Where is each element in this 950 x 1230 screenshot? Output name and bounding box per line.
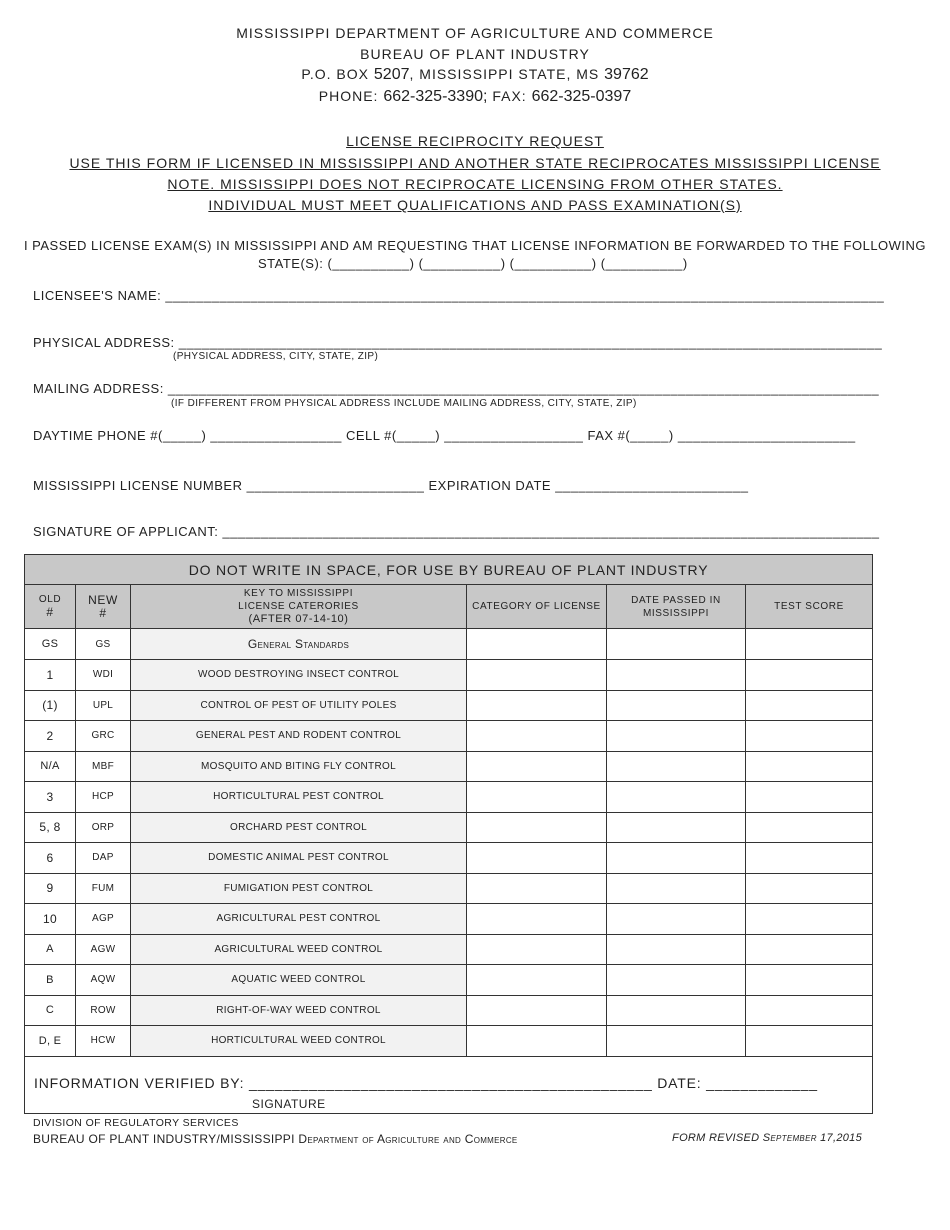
score-cell xyxy=(746,751,873,782)
category-name: FUMIGATION PEST CONTROL xyxy=(131,873,467,904)
table-row xyxy=(25,690,873,721)
licensee-name-field[interactable]: LICENSEE'S NAME: _____________________________________________________________________________________________ xyxy=(33,288,885,303)
old-code: A xyxy=(25,934,76,965)
old-code: D, E xyxy=(25,1026,76,1057)
score-cell xyxy=(746,843,873,874)
contact-line xyxy=(0,88,950,106)
new-code: HCW xyxy=(76,1026,131,1057)
table-row xyxy=(25,782,873,813)
form-revised-date: FORM REVISED September 17,2015 xyxy=(672,1132,862,1144)
physical-address-field[interactable]: PHYSICAL ADDRESS: ___________________________________________________________________________________________ xyxy=(33,335,883,350)
old-code: 1 xyxy=(25,660,76,691)
new-code: ROW xyxy=(76,995,131,1026)
category-cell xyxy=(467,721,607,752)
new-code: MBF xyxy=(76,751,131,782)
col-old-header: OLD # xyxy=(25,585,76,629)
category-cell xyxy=(467,782,607,813)
fax-label: FAX: xyxy=(492,88,527,104)
table-row xyxy=(25,965,873,996)
score-cell xyxy=(746,721,873,752)
phone-fields[interactable]: DAYTIME PHONE #(_____) _________________ CELL #(_____) __________________ FAX #(_____) _______________________ xyxy=(33,428,856,443)
old-code: 5, 8 xyxy=(25,812,76,843)
category-cell xyxy=(467,690,607,721)
new-code: WDI xyxy=(76,660,131,691)
category-name: WOOD DESTROYING INSECT CONTROL xyxy=(131,660,467,691)
category-cell xyxy=(467,995,607,1026)
city-state: , MISSISSIPPI STATE, MS xyxy=(409,66,600,82)
states-field[interactable]: STATE(S): (__________) (__________) (__________) (__________) xyxy=(258,256,688,271)
phone-number: 662-325-3390; xyxy=(383,88,488,105)
score-cell xyxy=(746,782,873,813)
category-cell xyxy=(467,843,607,874)
table-title: DO NOT WRITE IN SPACE, FOR USE BY BUREAU OF PLANT INDUSTRY xyxy=(25,555,873,585)
dept-name: MISSISSIPPI DEPARTMENT OF AGRICULTURE AND COMMERCE xyxy=(236,25,714,41)
score-cell xyxy=(746,690,873,721)
verified-by-label: INFORMATION VERIFIED BY: xyxy=(34,1075,245,1091)
verified-by-field[interactable] xyxy=(34,1075,818,1091)
old-code: N/A xyxy=(25,751,76,782)
mailing-address-field[interactable]: MAILING ADDRESS: ____________________________________________________________________________________________ xyxy=(33,381,880,396)
date-cell xyxy=(607,904,746,935)
score-cell xyxy=(746,812,873,843)
category-cell xyxy=(467,904,607,935)
new-code: AGW xyxy=(76,934,131,965)
new-code: FUM xyxy=(76,873,131,904)
new-code: GS xyxy=(76,629,131,660)
table-row xyxy=(25,904,873,935)
date-cell xyxy=(607,995,746,1026)
date-cell xyxy=(607,934,746,965)
date-cell xyxy=(607,965,746,996)
score-cell xyxy=(746,629,873,660)
category-cell xyxy=(467,873,607,904)
table-row xyxy=(25,629,873,660)
old-code: 3 xyxy=(25,782,76,813)
bureau-use-table xyxy=(24,554,873,1057)
category-name: AQUATIC WEED CONTROL xyxy=(131,965,467,996)
form-requirement: INDIVIDUAL MUST MEET QUALIFICATIONS AND PASS EXAMINATION(S) xyxy=(208,197,742,213)
form-instruction: USE THIS FORM IF LICENSED IN MISSISSIPPI AND ANOTHER STATE RECIPROCATES MISSISSIPPI LICENSE xyxy=(69,155,881,171)
form-note: NOTE. MISSISSIPPI DOES NOT RECIPROCATE LICENSING FROM OTHER STATES. xyxy=(167,176,783,192)
category-name: General Standards xyxy=(131,629,467,660)
category-cell xyxy=(467,629,607,660)
po-box-number: 5207 xyxy=(373,66,410,83)
table-row xyxy=(25,934,873,965)
table-row xyxy=(25,812,873,843)
footer-division: DIVISION OF REGULATORY SERVICES xyxy=(33,1117,239,1129)
col-key-header: KEY TO MISSISSIPPI LICENSE CATERORIES (AFTER 07-14-10) xyxy=(131,585,467,629)
date-cell xyxy=(607,873,746,904)
category-name: HORTICULTURAL PEST CONTROL xyxy=(131,782,467,813)
category-name: MOSQUITO AND BITING FLY CONTROL xyxy=(131,751,467,782)
col-new-header: NEW # xyxy=(76,585,131,629)
table-row xyxy=(25,721,873,752)
category-name: CONTROL OF PEST OF UTILITY POLES xyxy=(131,690,467,721)
exam-statement: I PASSED LICENSE EXAM(S) IN MISSISSIPPI AND AM REQUESTING THAT LICENSE INFORMATION BE FORWARDED TO THE FOLLOWING xyxy=(23,238,927,253)
score-cell xyxy=(746,934,873,965)
new-code: DAP xyxy=(76,843,131,874)
category-name: GENERAL PEST AND RODENT CONTROL xyxy=(131,721,467,752)
signature-caption: SIGNATURE xyxy=(252,1097,326,1111)
category-cell xyxy=(467,751,607,782)
old-code: GS xyxy=(25,629,76,660)
category-name: ORCHARD PEST CONTROL xyxy=(131,812,467,843)
old-code: 10 xyxy=(25,904,76,935)
date-cell xyxy=(607,782,746,813)
form-title: LICENSE RECIPROCITY REQUEST xyxy=(346,133,604,149)
score-cell xyxy=(746,995,873,1026)
category-name: AGRICULTURAL PEST CONTROL xyxy=(131,904,467,935)
license-number-field[interactable]: MISSISSIPPI LICENSE NUMBER _______________________ EXPIRATION DATE _________________________ xyxy=(33,478,749,493)
date-cell xyxy=(607,812,746,843)
date-cell xyxy=(607,721,746,752)
date-cell xyxy=(607,751,746,782)
new-code: AGP xyxy=(76,904,131,935)
new-code: ORP xyxy=(76,812,131,843)
category-name: HORTICULTURAL WEED CONTROL xyxy=(131,1026,467,1057)
zip-code: 39762 xyxy=(604,66,649,83)
date-cell xyxy=(607,843,746,874)
verify-date-label: DATE: xyxy=(657,1075,702,1091)
old-code: C xyxy=(25,995,76,1026)
address-line xyxy=(0,66,950,84)
date-cell xyxy=(607,660,746,691)
verified-by-line: _______________________________________________ xyxy=(249,1075,653,1091)
date-cell xyxy=(607,629,746,660)
category-cell xyxy=(467,660,607,691)
table-row xyxy=(25,873,873,904)
old-code: 9 xyxy=(25,873,76,904)
score-cell xyxy=(746,965,873,996)
old-code: B xyxy=(25,965,76,996)
old-code: (1) xyxy=(25,690,76,721)
table-row xyxy=(25,995,873,1026)
category-cell xyxy=(467,965,607,996)
new-code: HCP xyxy=(76,782,131,813)
fax-number: 662-325-0397 xyxy=(531,88,632,105)
table-row xyxy=(25,660,873,691)
verify-date-line: _____________ xyxy=(706,1075,818,1091)
score-cell xyxy=(746,660,873,691)
old-code: 6 xyxy=(25,843,76,874)
footer-bureau: BUREAU OF PLANT INDUSTRY/MISSISSIPPI Department of Agriculture and Commerce xyxy=(33,1132,518,1146)
category-name: AGRICULTURAL WEED CONTROL xyxy=(131,934,467,965)
col-category-header: CATEGORY OF LICENSE xyxy=(467,585,607,629)
po-box-label: P.O. BOX xyxy=(301,66,370,82)
verification-box xyxy=(24,1052,873,1114)
score-cell xyxy=(746,873,873,904)
mailing-address-hint: (IF DIFFERENT FROM PHYSICAL ADDRESS INCLUDE MAILING ADDRESS, CITY, STATE, ZIP) xyxy=(171,398,637,409)
new-code: GRC xyxy=(76,721,131,752)
date-cell xyxy=(607,690,746,721)
old-code: 2 xyxy=(25,721,76,752)
col-score-header: TEST SCORE xyxy=(746,585,873,629)
phone-label: PHONE: xyxy=(318,88,379,104)
signature-field[interactable]: SIGNATURE OF APPLICANT: _____________________________________________________________________________________ xyxy=(33,524,880,539)
table-row xyxy=(25,751,873,782)
new-code: AQW xyxy=(76,965,131,996)
new-code: UPL xyxy=(76,690,131,721)
category-name: DOMESTIC ANIMAL PEST CONTROL xyxy=(131,843,467,874)
physical-address-hint: (PHYSICAL ADDRESS, CITY, STATE, ZIP) xyxy=(173,351,379,362)
category-cell xyxy=(467,934,607,965)
category-name: RIGHT-OF-WAY WEED CONTROL xyxy=(131,995,467,1026)
table-row xyxy=(25,843,873,874)
category-cell xyxy=(467,812,607,843)
col-date-header: DATE PASSED IN MISSISSIPPI xyxy=(607,585,746,629)
score-cell xyxy=(746,904,873,935)
bureau-name: BUREAU OF PLANT INDUSTRY xyxy=(360,46,590,62)
